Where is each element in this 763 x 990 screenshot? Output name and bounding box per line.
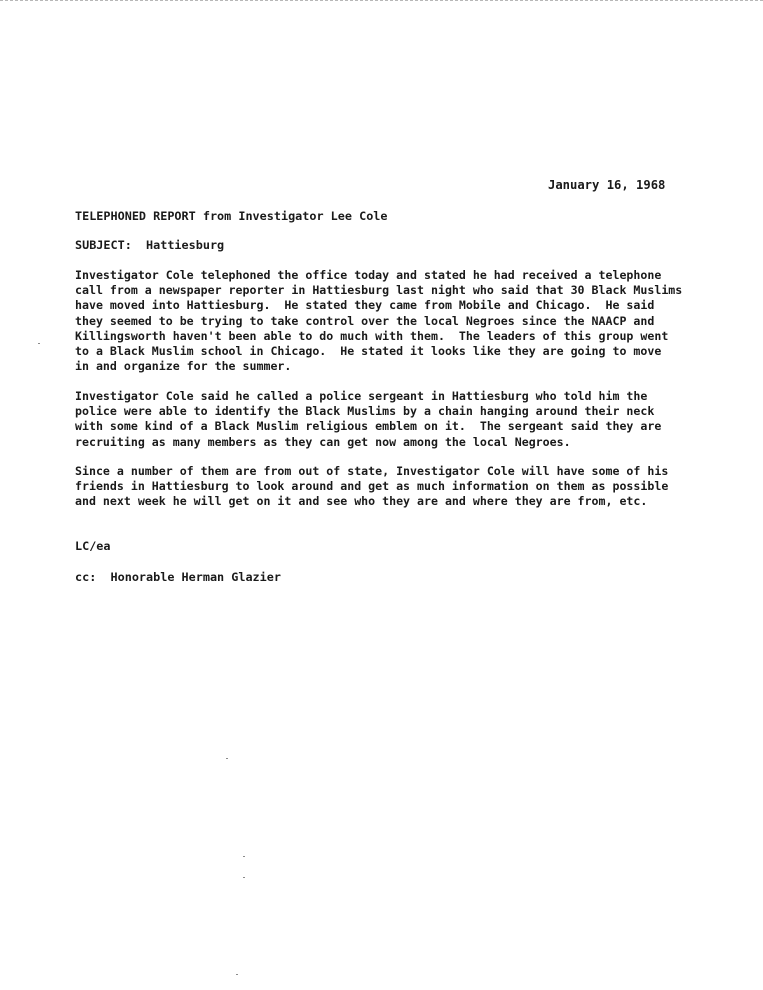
paragraph-line: Investigator Cole said he called a police sergeant in Hattiesburg who told him the [75, 389, 648, 403]
paragraph-line: in and organize for the summer. [75, 359, 292, 374]
scan-top-edge [0, 0, 763, 5]
subject-line: SUBJECT: Hattiesburg [75, 238, 225, 252]
scan-speck [226, 758, 228, 759]
scan-speck [243, 877, 245, 878]
paragraph-line: Killingsworth haven't been able to do much with them. The leaders of this group went [75, 328, 669, 343]
paragraph-line: and next week he will get on it and see who they are and where they are from, etc. [75, 494, 648, 509]
document-date: January 16, 1968 [548, 178, 666, 192]
paragraph-2 [75, 389, 735, 450]
cc-line: cc: Honorable Herman Glazier [75, 570, 281, 584]
paragraph-line: Since a number of them are from out of state, Investigator Cole will have some of his [75, 464, 669, 478]
paragraph-line: friends in Hattiesburg to look around and get as much information on them as possible [75, 479, 669, 494]
paragraph-line: call from a newspaper reporter in Hattiesburg last night who said that 30 Black Muslims [75, 283, 683, 298]
paragraph-line: to a Black Muslim school in Chicago. He stated it looks like they are going to move [75, 344, 662, 359]
typist-initials: LC/ea [75, 539, 111, 553]
paragraph-line: police were able to identify the Black Muslims by a chain hanging around their neck [75, 404, 655, 419]
paragraph-1 [75, 268, 735, 374]
paragraph-3 [75, 464, 735, 510]
paragraph-line: have moved into Hattiesburg. He stated they came from Mobile and Chicago. He said [75, 298, 655, 313]
paragraph-line: with some kind of a Black Muslim religious emblem on it. The sergeant said they are [75, 419, 662, 434]
report-heading: TELEPHONED REPORT from Investigator Lee Cole [75, 209, 388, 223]
paragraph-line: recruiting as many members as they can get now among the local Negroes. [75, 434, 571, 449]
scan-speck [236, 974, 238, 975]
scan-speck [243, 856, 245, 857]
paragraph-line: they seemed to be trying to take control over the local Negroes since the NAACP and [75, 313, 655, 328]
scan-speck [38, 343, 40, 344]
paragraph-line: Investigator Cole telephoned the office today and stated he had received a telephone [75, 268, 662, 282]
